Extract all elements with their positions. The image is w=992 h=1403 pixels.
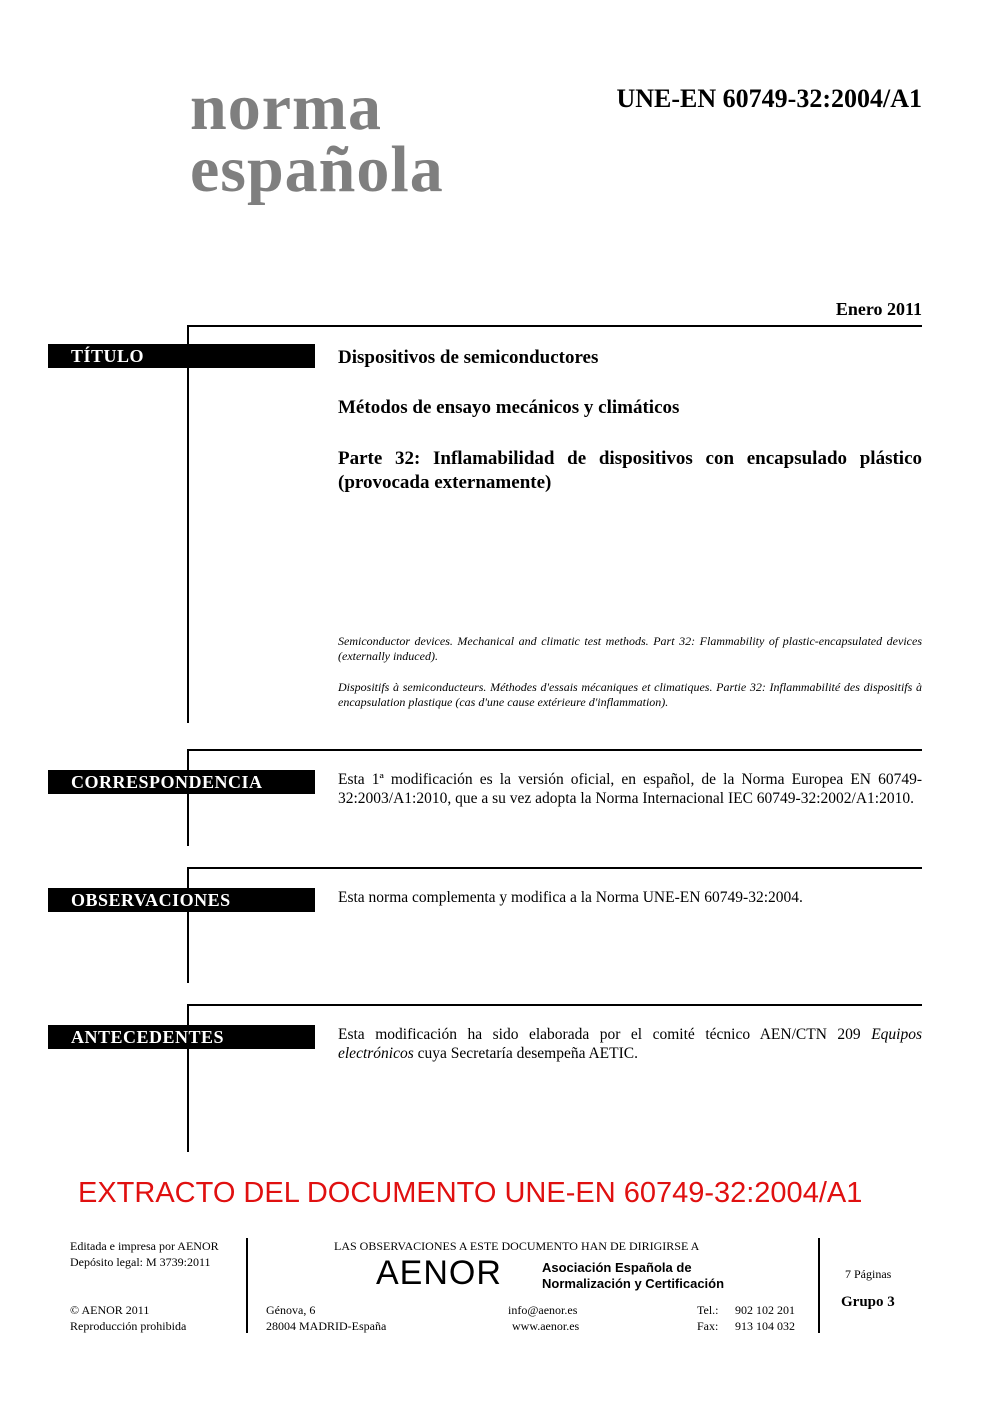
tel-label: Tel.: bbox=[697, 1303, 719, 1317]
titulo-label: TÍTULO bbox=[48, 344, 315, 368]
observaciones-text: Esta norma complementa y modifica a la Norma UNE-EN 60749-32:2004. bbox=[338, 889, 803, 906]
tel-number: 902 102 201 bbox=[735, 1303, 795, 1317]
org-line-1: Asociación Española de bbox=[542, 1260, 692, 1275]
publication-date: Enero 2011 bbox=[835, 299, 922, 319]
fax-number: 913 104 032 bbox=[735, 1319, 795, 1333]
standard-code: UNE-EN 60749-32:2004/A1 bbox=[616, 84, 922, 113]
section-rule bbox=[187, 867, 189, 983]
committee-name: Equipos electrónicos bbox=[338, 1026, 922, 1062]
title-line-3: Parte 32: Inflamabilidad de dispositivos con encapsulado plástico (provocada externamente) bbox=[338, 448, 922, 493]
observaciones-label: OBSERVACIONES bbox=[48, 888, 315, 912]
section-rule bbox=[187, 749, 189, 846]
english-title: Semiconductor devices. Mechanical and climatic test methods. Part 32: Flammability of plastic-encapsulated devices (externally induced). bbox=[338, 634, 922, 663]
brand-line-1: norma bbox=[190, 71, 382, 144]
brand-title bbox=[190, 71, 444, 206]
org-line-2: Normalización y Certificación bbox=[542, 1276, 725, 1291]
section-divider bbox=[187, 867, 922, 869]
fax-label: Fax: bbox=[697, 1319, 719, 1333]
website-link[interactable]: www.aenor.es bbox=[512, 1319, 580, 1333]
aenor-logo: AENOR bbox=[376, 1254, 502, 1292]
brand-line-2: española bbox=[190, 133, 444, 206]
title-line-2: Métodos de ensayo mecánicos y climáticos bbox=[338, 397, 680, 418]
section-divider bbox=[187, 325, 922, 327]
aenor-organization bbox=[542, 1260, 724, 1292]
extract-notice: EXTRACTO DEL DOCUMENTO UNE-EN 60749-32:2004/A1 bbox=[78, 1177, 863, 1209]
address-city: 28004 MADRID-España bbox=[266, 1319, 387, 1333]
section-divider bbox=[187, 1004, 922, 1006]
correspondencia-text: Esta 1ª modificación es la versión oficial, en español, de la Norma Europea EN 60749-32:2003/A1:2010, que a su vez adopta la Norma Internacional IEC 60749-32:2002/A1:2010. bbox=[338, 771, 922, 807]
address-street: Génova, 6 bbox=[266, 1303, 316, 1317]
antecedentes-text-start: Esta modificación ha sido elaborada por el comité técnico AEN/CTN 209 bbox=[338, 1026, 872, 1043]
footer-divider bbox=[246, 1238, 248, 1333]
copyright: © AENOR 2011 bbox=[70, 1303, 150, 1317]
footer-divider bbox=[818, 1238, 820, 1333]
title-line-1: Dispositivos de semiconductores bbox=[338, 347, 599, 368]
email-link[interactable]: info@aenor.es bbox=[508, 1303, 578, 1317]
reproduction-notice: Reproducción prohibida bbox=[70, 1319, 187, 1333]
correspondencia-label: CORRESPONDENCIA bbox=[48, 770, 315, 794]
price-group: Grupo 3 bbox=[841, 1294, 895, 1310]
antecedentes-text-end: cuya Secretaría desempeña AETIC. bbox=[413, 1045, 638, 1062]
antecedentes-text bbox=[338, 1025, 922, 1063]
page-count: 7 Páginas bbox=[845, 1267, 892, 1281]
french-title: Dispositifs à semiconducteurs. Méthodes d'essais mécaniques et climatiques. Partie 32: Inflammabilité des dispositifs à encapsulation plastique (cas d'une cause extérieure d'inflammation). bbox=[338, 680, 922, 709]
legal-deposit: Depósito legal: M 3739:2011 bbox=[70, 1255, 211, 1269]
section-rule bbox=[187, 325, 189, 723]
edited-by: Editada e impresa por AENOR bbox=[70, 1239, 219, 1253]
observations-notice: LAS OBSERVACIONES A ESTE DOCUMENTO HAN DE DIRIGIRSE A bbox=[334, 1239, 700, 1253]
antecedentes-label: ANTECEDENTES bbox=[48, 1025, 315, 1049]
section-divider bbox=[187, 749, 922, 751]
